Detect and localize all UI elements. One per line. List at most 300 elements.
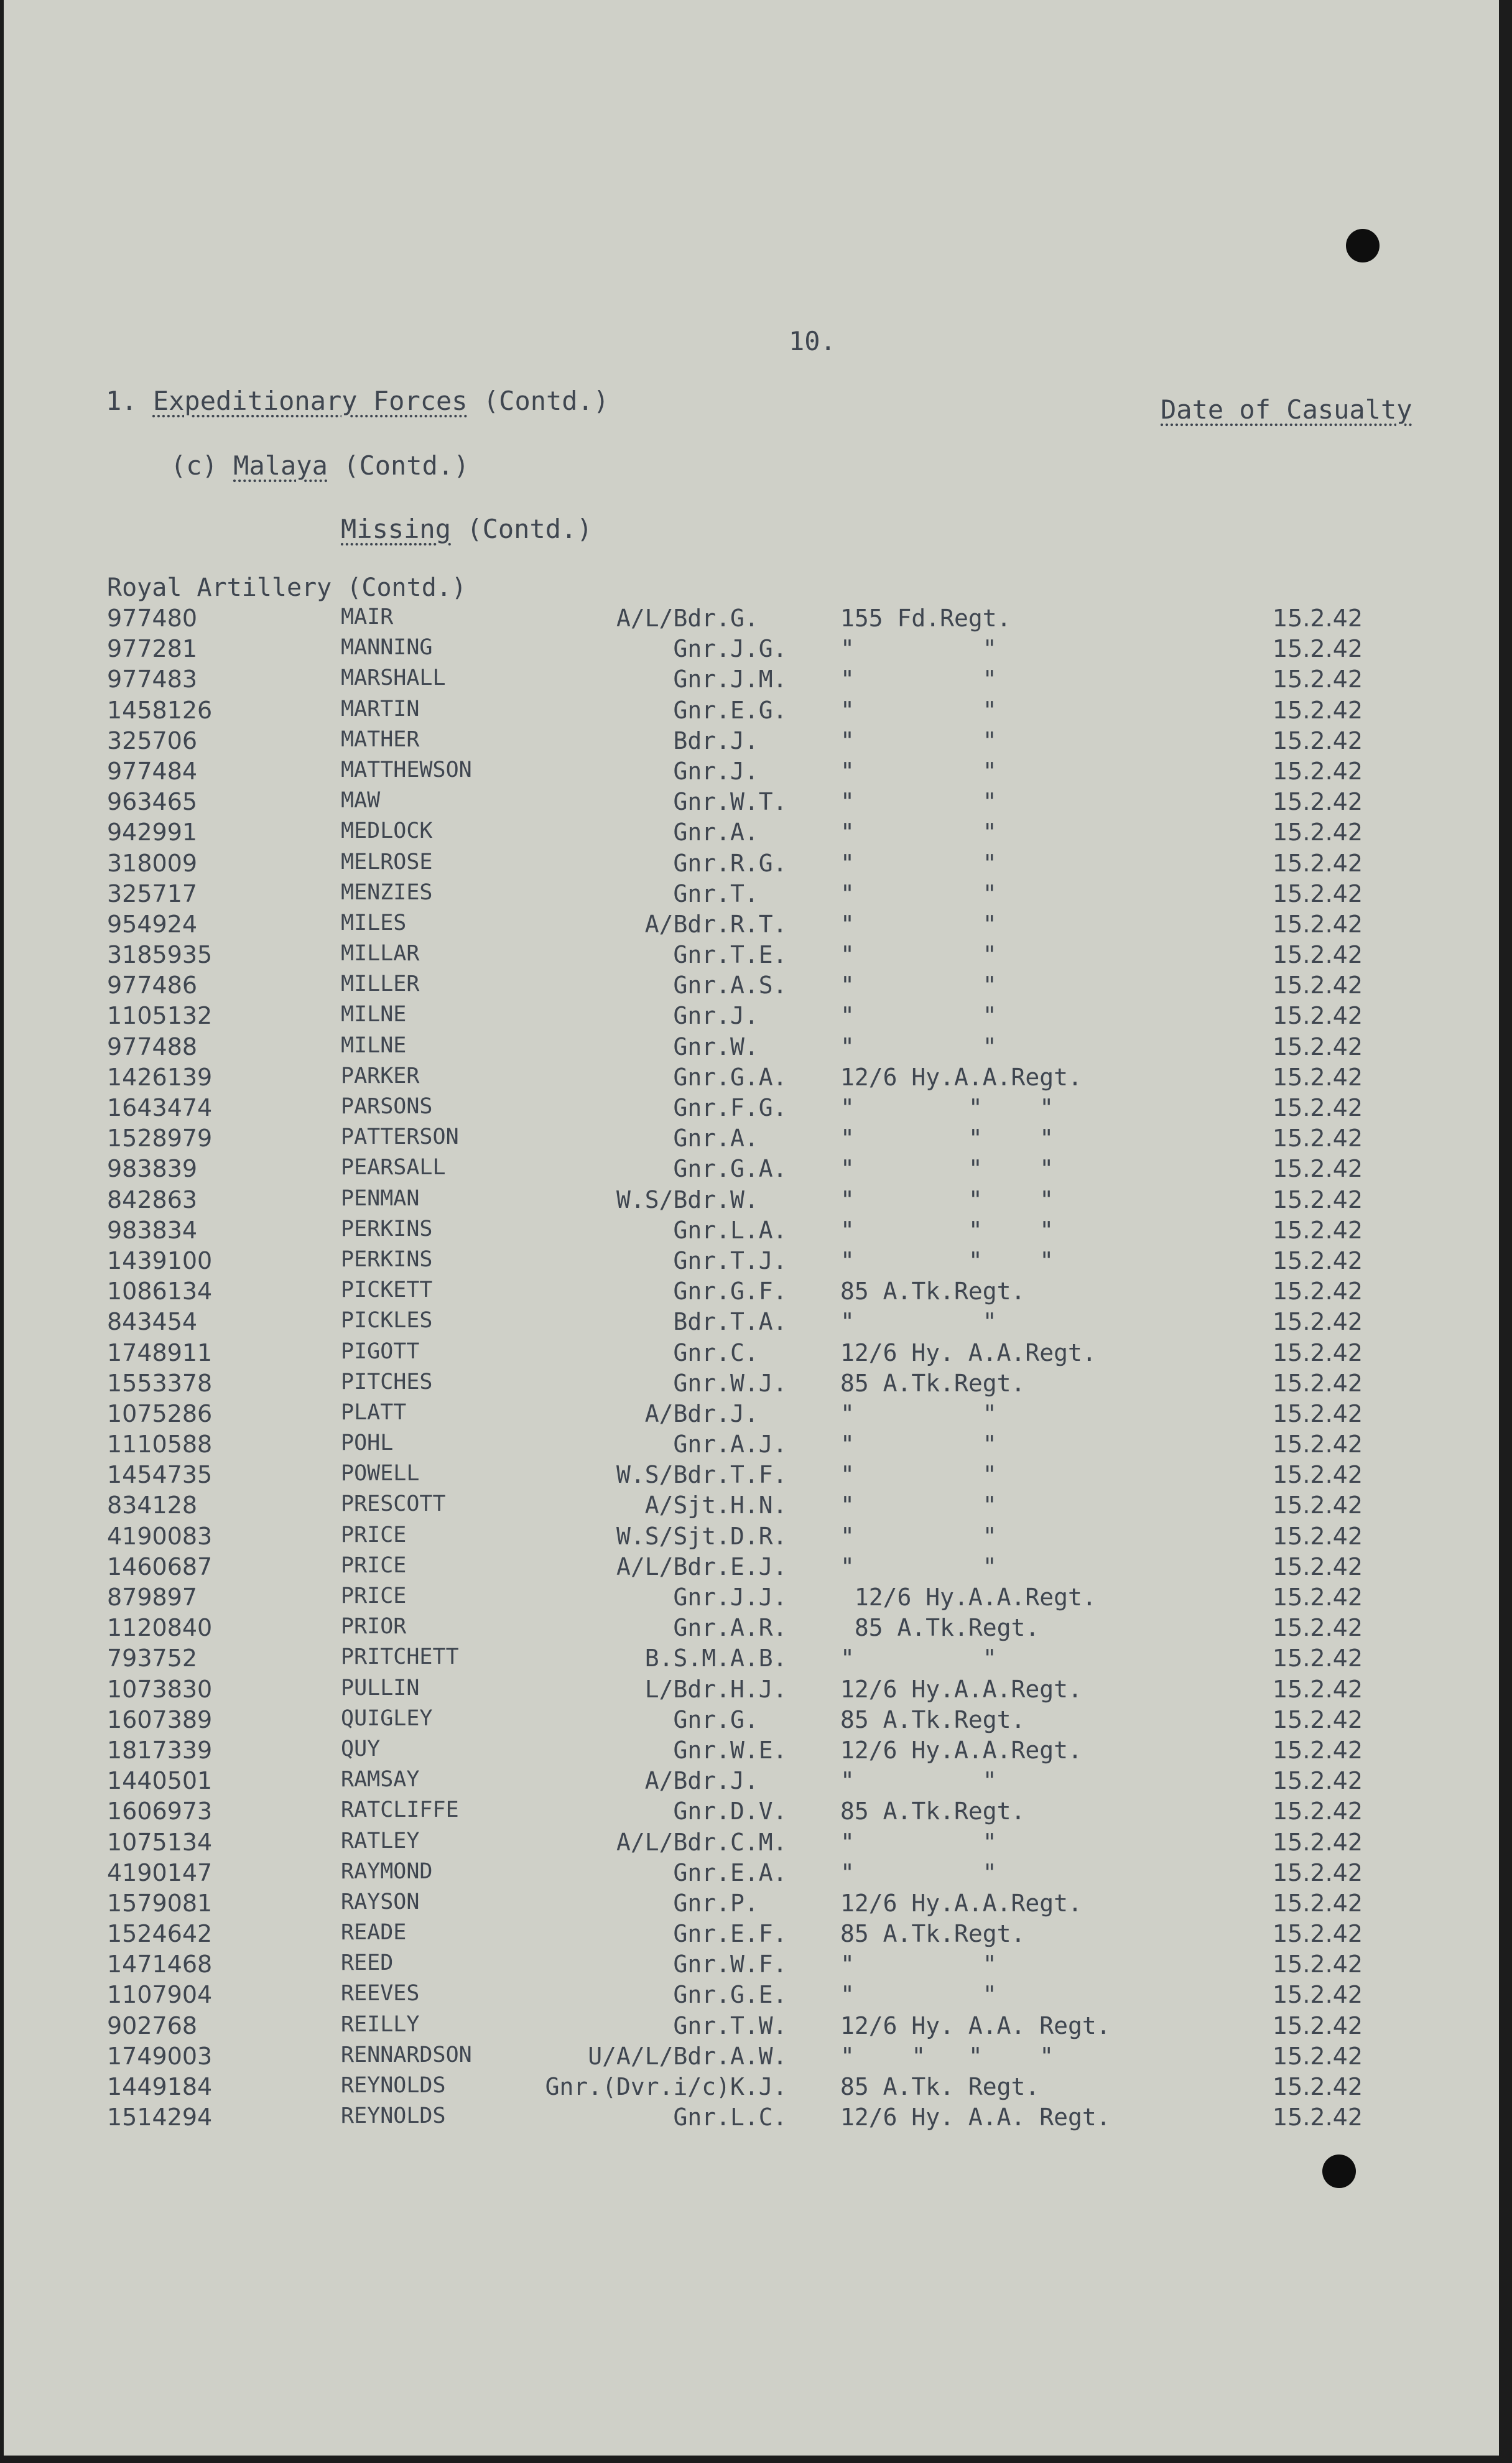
list-item: [4, 1859, 1499, 1890]
unit: " ": [840, 726, 997, 754]
service-number: 1107904: [107, 1981, 213, 2009]
unit: " ": [840, 1552, 997, 1580]
service-number: 1075286: [107, 1399, 213, 1427]
surname: PATTERSON: [341, 1125, 459, 1150]
service-number: 3185935: [107, 941, 213, 969]
initials: T.A.: [730, 1308, 787, 1336]
initials: G.A.: [730, 1155, 787, 1183]
surname: MATTHEWSON: [341, 757, 472, 782]
casualty-date: 15.2.42: [1273, 1522, 1363, 1550]
surname: MAW: [341, 788, 381, 814]
surname: MAIR: [341, 605, 394, 629]
initials: R.T.: [730, 910, 787, 938]
initials: T.E.: [730, 941, 787, 969]
surname: REED: [341, 1950, 394, 1976]
initials: J.J.: [730, 1584, 787, 1611]
initials: A.B.: [730, 1644, 787, 1672]
casualty-date: 15.2.42: [1273, 1736, 1363, 1764]
rank: A/Bdr.: [644, 1399, 730, 1427]
unit: 85 A.Tk.Regt.: [840, 1369, 1026, 1397]
rank: Gnr.: [673, 1797, 730, 1825]
service-number: 1749003: [107, 2042, 213, 2070]
casualty-date: 15.2.42: [1273, 972, 1363, 1000]
list-item: [4, 2104, 1499, 2134]
initials: P.: [730, 1889, 759, 1917]
casualty-date: 15.2.42: [1273, 1125, 1363, 1153]
surname: RAYMOND: [341, 1858, 433, 1884]
rank: Gnr.: [673, 1584, 730, 1611]
service-number: 325717: [107, 879, 198, 907]
surname: QUY: [341, 1736, 381, 1761]
service-number: 963465: [107, 788, 198, 816]
casualty-date: 15.2.42: [1273, 1858, 1363, 1886]
casualty-date: 15.2.42: [1273, 1216, 1363, 1244]
casualty-date: 15.2.42: [1273, 879, 1363, 907]
casualty-date: 15.2.42: [1273, 1369, 1363, 1397]
casualty-date: 15.2.42: [1273, 788, 1363, 816]
rank: Gnr.: [673, 1981, 730, 2009]
unit: " ": [840, 696, 997, 724]
unit: " ": [840, 849, 997, 877]
initials: L.A.: [730, 1216, 787, 1244]
casualty-date: 15.2.42: [1273, 1185, 1363, 1213]
unit: " ": [840, 1308, 997, 1336]
casualty-date: 15.2.42: [1273, 849, 1363, 877]
initials: C.M.: [730, 1828, 787, 1856]
list-item: [4, 1829, 1499, 1859]
initials: H.J.: [730, 1675, 787, 1703]
list-item: [4, 1614, 1499, 1644]
service-number: 902768: [107, 2011, 198, 2039]
status-heading-title: Missing: [341, 514, 452, 544]
casualty-date: 15.2.42: [1273, 1675, 1363, 1703]
list-item: [4, 1706, 1499, 1737]
casualty-date: 15.2.42: [1273, 1584, 1363, 1611]
rank: Bdr.: [673, 726, 730, 754]
list-item: [4, 1339, 1499, 1370]
list-item: [4, 758, 1499, 788]
initials: W.: [730, 1185, 759, 1213]
surname: MILES: [341, 910, 407, 935]
list-item: [4, 1400, 1499, 1431]
unit: " ": [840, 635, 997, 663]
surname: PRICE: [341, 1522, 407, 1547]
casualty-date: 15.2.42: [1273, 1431, 1363, 1459]
unit: 85 A.Tk.Regt.: [840, 1797, 1026, 1825]
rank: Gnr.: [673, 1125, 730, 1153]
initials: J.G.: [730, 635, 787, 663]
list-item: [4, 1461, 1499, 1491]
rank: Bdr.: [673, 1308, 730, 1336]
casualty-date: 15.2.42: [1273, 1308, 1363, 1336]
service-number: 1105132: [107, 1002, 213, 1030]
rank: Gnr.: [673, 1369, 730, 1397]
unit: " " ": [840, 1125, 1054, 1153]
unit: " ": [840, 1644, 997, 1672]
surname: PRITCHETT: [341, 1644, 459, 1670]
list-item: [4, 1125, 1499, 1155]
surname: QUIGLEY: [341, 1705, 433, 1731]
list-item: [4, 635, 1499, 666]
list-item: [4, 1553, 1499, 1584]
unit: 85 A.Tk.Regt.: [840, 1278, 1026, 1306]
page-number: 10.: [789, 326, 836, 356]
initials: G.E.: [730, 1981, 787, 2009]
surname: MENZIES: [341, 879, 433, 905]
service-number: 977484: [107, 757, 198, 785]
service-number: 318009: [107, 849, 198, 877]
unit: " " ": [840, 1155, 1054, 1183]
surname: REILLY: [341, 2011, 420, 2037]
initials: E.J.: [730, 1552, 787, 1580]
service-number: 977483: [107, 666, 198, 693]
initials: W.J.: [730, 1369, 787, 1397]
initials: E.A.: [730, 1858, 787, 1886]
service-number: 834128: [107, 1491, 198, 1519]
unit: 12/6 Hy.A.A.Regt.: [840, 1584, 1097, 1611]
casualty-date: 15.2.42: [1273, 2042, 1363, 2070]
rank: Gnr.: [673, 1858, 730, 1886]
service-number: 4190083: [107, 1522, 213, 1550]
unit: 85 A.Tk.Regt.: [840, 1705, 1026, 1733]
unit: " " " ": [840, 2042, 1054, 2070]
service-number: 1553378: [107, 1369, 213, 1397]
casualty-date: 15.2.42: [1273, 1278, 1363, 1306]
surname: PERKINS: [341, 1246, 433, 1272]
casualty-date: 15.2.42: [1273, 757, 1363, 785]
initials: J.: [730, 726, 759, 754]
rank: A/L/Bdr.: [616, 605, 730, 632]
casualty-date: 15.2.42: [1273, 605, 1363, 632]
casualty-date: 15.2.42: [1273, 910, 1363, 938]
initials: D.R.: [730, 1522, 787, 1550]
unit: 85 A.Tk.Regt.: [840, 1614, 1040, 1642]
surname: PRICE: [341, 1552, 407, 1578]
surname: PITCHES: [341, 1369, 433, 1394]
unit: " ": [840, 972, 997, 1000]
service-number: 1817339: [107, 1736, 213, 1764]
unit: " ": [840, 788, 997, 816]
rank: Gnr.: [673, 1705, 730, 1733]
service-number: 1449184: [107, 2073, 213, 2100]
unit: 12/6 Hy. A.A. Regt.: [840, 2104, 1111, 2131]
list-item: [4, 788, 1499, 819]
list-item: [4, 1033, 1499, 1064]
unit: " ": [840, 1828, 997, 1856]
list-item: [4, 1308, 1499, 1338]
service-number: 1426139: [107, 1063, 213, 1091]
rank: Gnr.: [673, 941, 730, 969]
casualty-date: 15.2.42: [1273, 1981, 1363, 2009]
heading-suffix: (Contd.): [467, 386, 610, 416]
list-item: [4, 911, 1499, 941]
casualty-date: 15.2.42: [1273, 2011, 1363, 2039]
initials: G.F.: [730, 1278, 787, 1306]
unit: " ": [840, 1981, 997, 2009]
service-number: 1643474: [107, 1094, 213, 1121]
service-number: 842863: [107, 1185, 198, 1213]
service-number: 942991: [107, 819, 198, 847]
rank: Gnr.: [673, 1950, 730, 1978]
rank: Gnr.: [673, 1063, 730, 1091]
unit: " ": [840, 879, 997, 907]
list-item: [4, 819, 1499, 849]
casualty-date: 15.2.42: [1273, 1767, 1363, 1795]
initials: L.C.: [730, 2104, 787, 2131]
rank: Gnr.: [673, 1736, 730, 1764]
initials: D.V.: [730, 1797, 787, 1825]
surname: PRIOR: [341, 1614, 407, 1640]
list-item: [4, 2012, 1499, 2043]
initials: H.N.: [730, 1491, 787, 1519]
list-item: [4, 1247, 1499, 1278]
service-number: 1458126: [107, 696, 213, 724]
casualty-date: 15.2.42: [1273, 696, 1363, 724]
unit: " ": [840, 1491, 997, 1519]
service-number: 983839: [107, 1155, 198, 1183]
service-number: 1607389: [107, 1705, 213, 1733]
initials: W.E.: [730, 1736, 787, 1764]
surname: PICKLES: [341, 1308, 433, 1334]
surname: RATLEY: [341, 1828, 420, 1853]
initials: T.W.: [730, 2011, 787, 2039]
service-number: 1748911: [107, 1338, 213, 1366]
casualty-date: 15.2.42: [1273, 1705, 1363, 1733]
list-item: [4, 1767, 1499, 1797]
service-number: 977281: [107, 635, 198, 663]
section-heading: [106, 386, 609, 416]
surname: MATHER: [341, 726, 420, 752]
list-item: [4, 1584, 1499, 1614]
unit: " ": [840, 757, 997, 785]
unit: 12/6 Hy.A.A.Regt.: [840, 1889, 1082, 1917]
casualty-date: 15.2.42: [1273, 1920, 1363, 1948]
initials: G.: [730, 1705, 759, 1733]
initials: J.: [730, 757, 759, 785]
list-item: [4, 1491, 1499, 1522]
surname: REEVES: [341, 1981, 420, 2006]
unit: " ": [840, 1002, 997, 1030]
service-number: 1471468: [107, 1950, 213, 1978]
list-item: [4, 1064, 1499, 1094]
surname: MELROSE: [341, 849, 433, 874]
unit: " ": [840, 1431, 997, 1459]
status-heading: [341, 514, 593, 544]
surname: REYNOLDS: [341, 2104, 446, 2129]
initials: G.A.: [730, 1063, 787, 1091]
unit: 12/6 Hy. A.A.Regt.: [840, 1338, 1097, 1366]
rank: Gnr.: [673, 1155, 730, 1183]
unit: " ": [840, 666, 997, 693]
initials: R.G.: [730, 849, 787, 877]
heading-prefix: 1.: [106, 386, 153, 416]
initials: J.M.: [730, 666, 787, 693]
status-heading-suffix: (Contd.): [451, 514, 593, 544]
surname: PICKETT: [341, 1278, 433, 1303]
rank: Gnr.: [673, 1278, 730, 1306]
service-number: 977488: [107, 1032, 198, 1060]
surname: PRICE: [341, 1584, 407, 1608]
casualty-date: 15.2.42: [1273, 1889, 1363, 1917]
rank: A/Bdr.: [644, 1767, 730, 1795]
casualty-date: 15.2.42: [1273, 1246, 1363, 1274]
initials: W.T.: [730, 788, 787, 816]
list-item: [4, 1890, 1499, 1920]
list-item: [4, 1186, 1499, 1217]
rank: Gnr.: [673, 757, 730, 785]
service-number: 1579081: [107, 1889, 213, 1917]
list-item: [4, 1431, 1499, 1461]
initials: A.S.: [730, 972, 787, 1000]
initials: A.: [730, 819, 759, 847]
initials: W.: [730, 1032, 759, 1060]
rank: Gnr.: [673, 1614, 730, 1642]
initials: J.: [730, 1002, 759, 1030]
casualty-date: 15.2.42: [1273, 1155, 1363, 1183]
rank: Gnr.: [673, 879, 730, 907]
surname: MILLAR: [341, 941, 420, 967]
rank: Gnr.(Dvr.i/c): [545, 2073, 730, 2100]
document-page: [4, 0, 1499, 2456]
rank: B.S.M.: [644, 1644, 730, 1672]
rank: A/Bdr.: [644, 910, 730, 938]
surname: RAYSON: [341, 1889, 420, 1914]
casualty-date: 15.2.42: [1273, 1950, 1363, 1978]
unit: " ": [840, 1858, 997, 1886]
rank: Gnr.: [673, 819, 730, 847]
initials: T.F.: [730, 1461, 787, 1489]
rank: Gnr.: [673, 696, 730, 724]
casualty-date: 15.2.42: [1273, 666, 1363, 693]
surname: MILNE: [341, 1002, 407, 1027]
punch-hole: [1322, 2155, 1356, 2188]
list-item: [4, 1920, 1499, 1950]
service-number: 1606973: [107, 1797, 213, 1825]
unit: " ": [840, 910, 997, 938]
surname: PENMAN: [341, 1185, 420, 1211]
service-number: 1110588: [107, 1431, 213, 1459]
unit: 85 A.Tk.Regt.: [840, 1920, 1026, 1948]
unit: 12/6 Hy.A.A.Regt.: [840, 1063, 1082, 1091]
rank: A/Sjt.: [644, 1491, 730, 1519]
service-number: 793752: [107, 1644, 198, 1672]
casualty-date: 15.2.42: [1273, 635, 1363, 663]
service-number: 1524642: [107, 1920, 213, 1948]
casualty-date: 15.2.42: [1273, 941, 1363, 969]
unit: " ": [840, 1399, 997, 1427]
heading-title: Expeditionary Forces: [152, 386, 468, 416]
sub-heading: [170, 450, 469, 481]
rank: U/A/L/Bdr.: [588, 2042, 730, 2070]
unit: " " ": [840, 1094, 1054, 1121]
service-number: 1454735: [107, 1461, 213, 1489]
surname: RATCLIFFE: [341, 1797, 459, 1823]
service-number: 1439100: [107, 1246, 213, 1274]
surname: RAMSAY: [341, 1767, 420, 1793]
initials: G.: [730, 605, 759, 632]
unit: " " ": [840, 1216, 1054, 1244]
service-number: 954924: [107, 910, 198, 938]
service-number: 1073830: [107, 1675, 213, 1703]
initials: K.J.: [730, 2073, 787, 2100]
rank: W.S/Sjt.: [616, 1522, 730, 1550]
rank: Gnr.: [673, 2011, 730, 2039]
unit: " ": [840, 819, 997, 847]
rank: Gnr.: [673, 972, 730, 1000]
surname: PULLIN: [341, 1675, 420, 1700]
service-number: 1086134: [107, 1278, 213, 1306]
rank: Gnr.: [673, 1338, 730, 1366]
rank: Gnr.: [673, 635, 730, 663]
initials: A.R.: [730, 1614, 787, 1642]
casualty-date: 15.2.42: [1273, 726, 1363, 754]
rank: Gnr.: [673, 666, 730, 693]
list-item: [4, 1217, 1499, 1247]
surname: POHL: [341, 1431, 394, 1456]
surname: PARSONS: [341, 1094, 433, 1119]
surname: PIGOTT: [341, 1338, 420, 1364]
initials: C.: [730, 1338, 759, 1366]
initials: W.F.: [730, 1950, 787, 1978]
rank: Gnr.: [673, 1216, 730, 1244]
service-number: 1528979: [107, 1125, 213, 1153]
list-item: [4, 1278, 1499, 1308]
surname: PRESCOTT: [341, 1491, 446, 1517]
unit: " ": [840, 941, 997, 969]
list-item: [4, 727, 1499, 758]
surname: RENNARDSON: [341, 2042, 472, 2067]
service-number: 983834: [107, 1216, 198, 1244]
surname: MILNE: [341, 1032, 407, 1058]
surname: POWELL: [341, 1461, 420, 1487]
surname: PARKER: [341, 1063, 420, 1088]
list-item: [4, 941, 1499, 972]
unit: " ": [840, 1522, 997, 1550]
unit: " " ": [840, 1185, 1054, 1213]
list-item: [4, 605, 1499, 635]
initials: F.G.: [730, 1094, 787, 1121]
unit: 12/6 Hy. A.A. Regt.: [840, 2011, 1111, 2039]
list-item: [4, 1002, 1499, 1032]
casualty-date: 15.2.42: [1273, 2104, 1363, 2131]
casualty-date: 15.2.42: [1273, 1063, 1363, 1091]
rank: Gnr.: [673, 1094, 730, 1121]
casualty-date: 15.2.42: [1273, 1797, 1363, 1825]
casualty-list: [4, 605, 1499, 2134]
initials: J.: [730, 1399, 759, 1427]
sub-heading-prefix: (c): [170, 450, 234, 481]
list-item: [4, 1981, 1499, 2011]
unit: " ": [840, 1461, 997, 1489]
initials: A.J.: [730, 1431, 787, 1459]
list-item: [4, 972, 1499, 1002]
section-label: Royal Artillery (Contd.): [107, 573, 466, 602]
list-item: [4, 850, 1499, 880]
surname: PLATT: [341, 1399, 407, 1425]
list-item: [4, 2073, 1499, 2104]
service-number: 1075134: [107, 1828, 213, 1856]
service-number: 1514294: [107, 2104, 213, 2131]
casualty-date: 15.2.42: [1273, 1002, 1363, 1030]
initials: A.W.: [730, 2042, 787, 2070]
casualty-date: 15.2.42: [1273, 1491, 1363, 1519]
casualty-date: 15.2.42: [1273, 1399, 1363, 1427]
rank: Gnr.: [673, 1889, 730, 1917]
rank: L/Bdr.: [644, 1675, 730, 1703]
unit: " ": [840, 1767, 997, 1795]
service-number: 4190147: [107, 1858, 213, 1886]
list-item: [4, 666, 1499, 696]
